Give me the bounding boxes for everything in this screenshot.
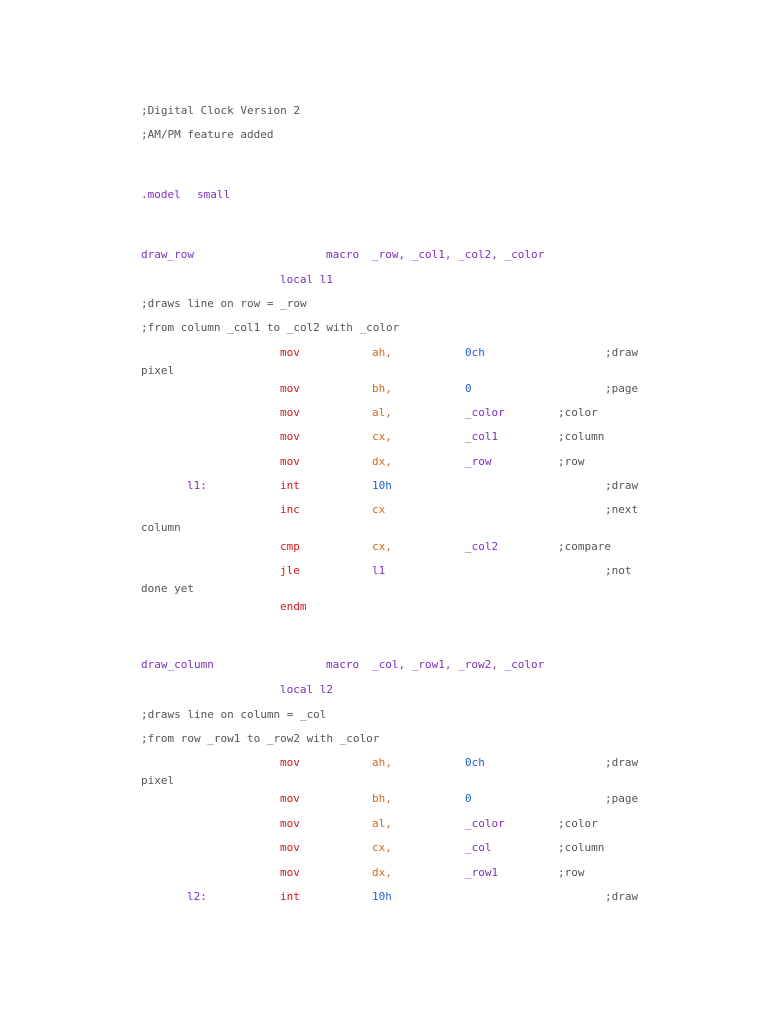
operand: dx, xyxy=(372,866,392,879)
operand: al, xyxy=(372,406,392,419)
instruction: mov xyxy=(280,406,300,419)
line-comment: ;compare xyxy=(558,540,611,553)
operand: 10h xyxy=(372,479,392,492)
title-comment: ;Digital Clock Version 2 xyxy=(141,104,300,117)
operand: l1 xyxy=(372,564,386,577)
operand: cx, xyxy=(372,540,392,553)
instruction: mov xyxy=(280,841,300,854)
macro-params: _row, _col1, _col2, _color xyxy=(372,248,545,261)
operand: 0 xyxy=(465,382,472,395)
operand: ah, xyxy=(372,346,392,359)
line-comment: ;page xyxy=(605,792,639,805)
instruction: mov xyxy=(280,866,300,879)
instruction: mov xyxy=(280,792,300,805)
operand: _row xyxy=(465,455,492,468)
operand: 0ch xyxy=(465,346,485,359)
line-comment: ;draw xyxy=(605,890,639,903)
operand: dx, xyxy=(372,455,392,468)
code-label: l2: xyxy=(187,890,207,903)
model-value: small xyxy=(197,188,231,201)
line-comment: ;draw xyxy=(605,756,639,769)
line-comment: ;column xyxy=(558,841,605,854)
line-comment: ;column xyxy=(558,430,605,443)
line-comment-wrap: pixel xyxy=(141,774,175,787)
line-comment: ;row xyxy=(558,455,585,468)
operand: _col2 xyxy=(465,540,499,553)
macro-comment: ;draws line on column = _col xyxy=(141,708,327,721)
line-comment: ;draw xyxy=(605,479,639,492)
instruction: mov xyxy=(280,455,300,468)
operand: 0 xyxy=(465,792,472,805)
line-comment-wrap: column xyxy=(141,521,181,534)
operand: 0ch xyxy=(465,756,485,769)
instruction: mov xyxy=(280,346,300,359)
operand: 10h xyxy=(372,890,392,903)
macro-comment: ;draws line on row = _row xyxy=(141,297,307,310)
model-directive: .model xyxy=(141,188,181,201)
instruction: cmp xyxy=(280,540,300,553)
instruction: int xyxy=(280,890,300,903)
line-comment: ;not xyxy=(605,564,632,577)
operand: _col xyxy=(465,841,492,854)
operand: _color xyxy=(465,406,505,419)
line-comment: ;color xyxy=(558,817,598,830)
instruction: mov xyxy=(280,756,300,769)
operand: bh, xyxy=(372,382,392,395)
line-comment-wrap: pixel xyxy=(141,364,175,377)
instruction: jle xyxy=(280,564,300,577)
operand: cx, xyxy=(372,841,392,854)
local-declaration: local l1 xyxy=(280,273,333,286)
macro-comment: ;from row _row1 to _row2 with _color xyxy=(141,732,380,745)
code-label: l1: xyxy=(187,479,207,492)
operand: cx, xyxy=(372,430,392,443)
line-comment: ;next xyxy=(605,503,639,516)
operand: _col1 xyxy=(465,430,499,443)
feature-comment: ;AM/PM feature added xyxy=(141,128,274,141)
instruction: mov xyxy=(280,817,300,830)
operand: ah, xyxy=(372,756,392,769)
macro-keyword: macro xyxy=(326,248,360,261)
macro-name-draw-column: draw_column xyxy=(141,658,214,671)
line-comment: ;row xyxy=(558,866,585,879)
instruction: mov xyxy=(280,430,300,443)
operand: bh, xyxy=(372,792,392,805)
instruction: endm xyxy=(280,600,307,613)
line-comment: ;page xyxy=(605,382,639,395)
operand: _row1 xyxy=(465,866,499,879)
operand: cx xyxy=(372,503,386,516)
macro-params: _col, _row1, _row2, _color xyxy=(372,658,545,671)
line-comment: ;draw xyxy=(605,346,639,359)
line-comment: ;color xyxy=(558,406,598,419)
macro-keyword: macro xyxy=(326,658,360,671)
operand: _color xyxy=(465,817,505,830)
instruction: int xyxy=(280,479,300,492)
instruction: inc xyxy=(280,503,300,516)
macro-comment: ;from column _col1 to _col2 with _color xyxy=(141,321,400,334)
operand: al, xyxy=(372,817,392,830)
instruction: mov xyxy=(280,382,300,395)
line-comment-wrap: done yet xyxy=(141,582,194,595)
local-declaration: local l2 xyxy=(280,683,333,696)
macro-name-draw-row: draw_row xyxy=(141,248,194,261)
